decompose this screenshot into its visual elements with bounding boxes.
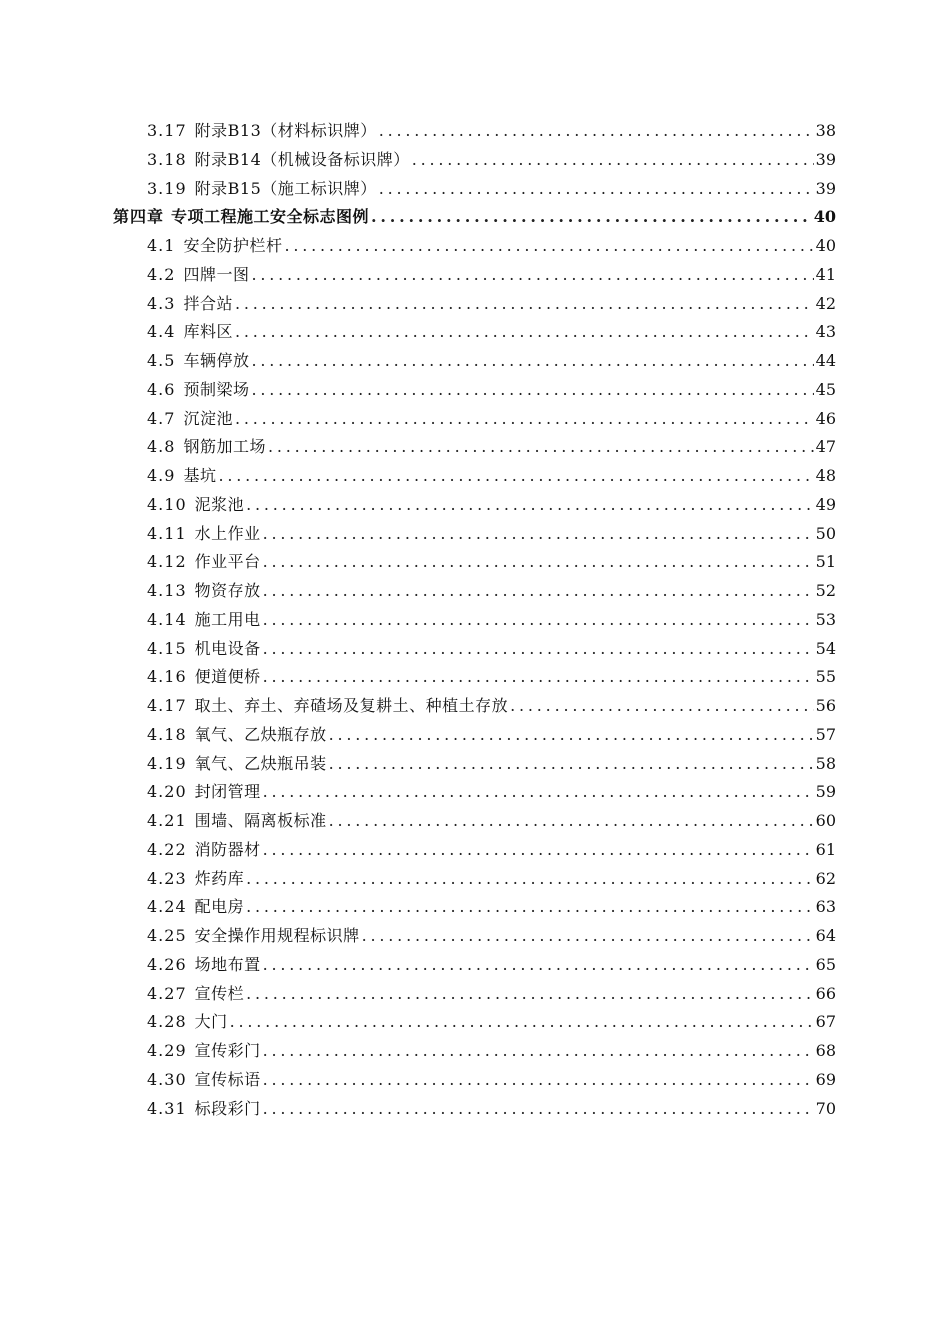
toc-entry-page: 66 [815,983,836,1003]
toc-entry-title: 取土、弃土、弃碴场及复耕土、种植土存放 [194,696,509,715]
toc-entry-page: 51 [815,552,836,572]
toc-entry-number: 4.4 [147,322,176,342]
toc-entry-number: 4.18 [147,724,187,744]
toc-dot-leader [263,1037,814,1066]
toc-entry-title: 宣传栏 [194,983,245,1003]
toc-dot-leader [263,548,814,577]
toc-entry-title: 库料区 [183,322,233,342]
toc-chapter-entry[interactable] [0,203,836,232]
toc-dot-leader [268,433,814,462]
toc-entry-title: 附录B15（施工标识牌） [194,178,377,198]
toc-entry[interactable] [0,663,836,692]
toc-entry-title: 标段彩门 [194,1098,261,1118]
toc-dot-leader [251,347,813,376]
toc-entry-number: 4.23 [147,868,187,888]
toc-entry-title: 安全防护栏杆 [183,236,283,255]
toc-entry-title: 水上作业 [194,523,261,543]
toc-entry[interactable] [0,462,836,491]
toc-entry[interactable] [0,836,836,865]
toc-dot-leader [329,807,814,836]
toc-entry-number: 4.14 [147,609,187,629]
toc-dot-leader [263,1066,814,1095]
toc-entry-page: 40 [815,236,836,255]
toc-entry-number: 4.21 [147,811,187,830]
toc-entry-title: 封闭管理 [194,782,261,802]
toc-entry-page: 47 [815,437,836,457]
toc-entry-title: 车辆停放 [183,351,250,370]
toc-entry[interactable] [0,893,836,922]
toc-entry-number: 4.22 [147,839,187,859]
toc-entry[interactable] [0,175,836,204]
toc-entry-title: 基坑 [183,466,217,485]
toc-entry-number: 4.29 [147,1041,187,1060]
toc-entry-number: 3.19 [147,178,187,198]
toc-entry-page: 43 [815,322,836,342]
toc-entry[interactable] [0,405,836,434]
toc-entry-title: 沉淀池 [183,408,233,428]
toc-entry-number: 4.5 [147,351,176,370]
toc-entry[interactable] [0,1066,836,1095]
toc-entry-number: 4.9 [147,466,176,485]
toc-entry[interactable] [0,807,836,836]
toc-entry-page: 56 [815,696,836,715]
toc-dot-leader [251,261,813,290]
toc-entry-page: 65 [815,954,836,974]
toc-entry-number: 4.17 [147,696,187,715]
toc-entry-number: 4.30 [147,1069,187,1089]
toc-dot-leader [263,520,814,549]
toc-dot-leader [329,750,814,779]
toc-dot-leader [218,462,813,491]
toc-entry-page: 44 [815,351,836,370]
toc-entry[interactable] [0,376,836,405]
toc-entry-page: 62 [815,868,836,888]
toc-dot-leader [263,1095,814,1124]
toc-entry-title: 机电设备 [194,638,261,658]
toc-entry-page: 45 [815,379,836,399]
toc-entry-page: 39 [815,178,836,198]
toc-entry[interactable] [0,433,836,462]
toc-entry-page: 53 [815,609,836,629]
toc-entry-number: 4.28 [147,1012,187,1032]
toc-entry-title: 消防器材 [194,839,261,859]
toc-dot-leader [284,232,813,261]
toc-entry-title: 预制梁场 [183,379,250,399]
toc-entry-number: 4.12 [147,552,187,572]
toc-dot-leader [235,290,814,319]
toc-entry[interactable] [0,577,836,606]
toc-entry-title: 附录B13（材料标识牌） [194,121,377,140]
toc-entry-number: 4.1 [147,236,176,255]
toc-dot-leader [510,692,814,721]
toc-entry-number: 4.26 [147,954,187,974]
toc-entry-title: 施工用电 [194,609,261,629]
toc-entry[interactable] [0,261,836,290]
toc-entry-number: 4.7 [147,408,176,428]
toc-entry-number: 4.20 [147,782,187,802]
toc-entry-page: 41 [815,264,836,284]
toc-entry-title: 四牌一图 [183,264,250,284]
toc-entry[interactable] [0,1008,836,1037]
toc-entry[interactable] [0,865,836,894]
toc-entry-page: 50 [815,523,836,543]
toc-entry-page: 60 [815,811,836,830]
toc-entry-title: 配电房 [194,897,245,917]
toc-entry-page: 63 [815,897,836,917]
toc-entry-number: 4.15 [147,638,187,658]
toc-entry[interactable] [0,117,836,146]
toc-entry-page: 61 [815,839,836,859]
toc-entry-title: 氧气、乙炔瓶存放 [194,724,327,744]
toc-entry-page: 58 [815,753,836,773]
toc-entry[interactable] [0,548,836,577]
toc-entry-page: 55 [815,667,836,687]
toc-entry[interactable] [0,318,836,347]
toc-entry-page: 49 [815,494,836,514]
toc-dot-leader [246,980,814,1009]
toc-entry-title: 物资存放 [194,581,261,600]
toc-entry-page: 38 [815,121,836,140]
toc-entry-page: 64 [815,926,836,945]
toc-dot-leader [371,203,812,232]
toc-entry-title: 宣传彩门 [194,1041,261,1060]
toc-entry[interactable] [0,520,836,549]
toc-entry[interactable] [0,922,836,951]
toc-entry-title: 大门 [194,1012,228,1032]
toc-entry-number: 3.17 [147,121,187,140]
toc-entry-page: 46 [815,408,836,428]
toc-entry-page: 59 [815,782,836,802]
toc-entry-number: 4.13 [147,581,187,600]
toc-dot-leader [263,951,814,980]
toc-entry[interactable] [0,721,836,750]
toc-entry-page: 69 [815,1069,836,1089]
toc-dot-leader [263,635,814,664]
toc-entry[interactable] [0,290,836,319]
toc-entry[interactable] [0,232,836,261]
toc-dot-leader [246,865,814,894]
toc-dot-leader [235,318,814,347]
toc-entry[interactable] [0,778,836,807]
toc-entry-title: 场地布置 [194,954,261,974]
toc-dot-leader [329,721,814,750]
toc-entry-page: 48 [815,466,836,485]
toc-entry-page: 67 [815,1012,836,1032]
toc-dot-leader [251,376,813,405]
toc-entry[interactable] [0,692,836,721]
toc-entry-number: 4.6 [147,379,176,399]
toc-entry-page: 70 [815,1098,836,1118]
toc-entry-number: 4.24 [147,897,187,917]
toc-dot-leader [263,606,814,635]
toc-dot-leader [263,577,814,606]
toc-entry[interactable] [0,635,836,664]
toc-dot-leader [246,893,814,922]
toc-entry-number: 4.3 [147,293,176,313]
toc-entry-title: 附录B14（机械设备标识牌） [194,149,410,169]
toc-entry[interactable] [0,1095,836,1124]
toc-entry-page: 42 [815,293,836,313]
toc-dot-leader [263,836,814,865]
toc-entry-title: 宣传标语 [194,1069,261,1089]
toc-entry-page: 54 [815,638,836,658]
toc-entry-number: 4.25 [147,926,187,945]
table-of-contents [0,117,950,1123]
toc-entry-page: 39 [815,149,836,169]
toc-entry-number: 3.18 [147,149,187,169]
toc-entry-number: 4.27 [147,983,187,1003]
toc-dot-leader [412,146,814,175]
toc-dot-leader [362,922,814,951]
toc-entry[interactable] [0,951,836,980]
toc-entry-title: 便道便桥 [194,667,261,687]
toc-entry[interactable] [0,750,836,779]
toc-entry-number: 4.2 [147,264,176,284]
toc-entry-number: 第四章 [113,207,165,227]
toc-entry-title: 作业平台 [194,552,261,572]
toc-entry-page: 40 [813,207,836,227]
toc-entry[interactable] [0,1037,836,1066]
toc-dot-leader [263,778,814,807]
toc-dot-leader [379,117,814,146]
toc-entry[interactable] [0,606,836,635]
toc-dot-leader [263,663,814,692]
toc-entry-title: 围墙、隔离板标准 [194,811,327,830]
toc-dot-leader [230,1008,814,1037]
toc-entry-number: 4.16 [147,667,187,687]
toc-entry-page: 57 [815,724,836,744]
toc-entry-number: 4.10 [147,494,187,514]
toc-entry-title: 氧气、乙炔瓶吊装 [194,753,327,773]
toc-dot-leader [235,405,814,434]
toc-entry-page: 52 [815,581,836,600]
toc-entry-title: 专项工程施工安全标志图例 [171,207,370,227]
toc-entry-page: 68 [815,1041,836,1060]
toc-entry[interactable] [0,980,836,1009]
toc-entry-title: 拌合站 [183,293,233,313]
toc-entry-number: 4.8 [147,437,176,457]
toc-dot-leader [246,491,814,520]
toc-entry-title: 钢筋加工场 [183,437,266,457]
toc-entry[interactable] [0,491,836,520]
toc-entry-number: 4.19 [147,753,187,773]
toc-entry-number: 4.11 [147,523,187,543]
toc-entry-number: 4.31 [147,1098,187,1118]
toc-entry[interactable] [0,347,836,376]
toc-entry-title: 安全操作用规程标识牌 [194,926,360,945]
toc-entry-title: 炸药库 [194,868,245,888]
toc-entry-title: 泥浆池 [194,494,245,514]
toc-dot-leader [379,175,814,204]
toc-entry[interactable] [0,146,836,175]
